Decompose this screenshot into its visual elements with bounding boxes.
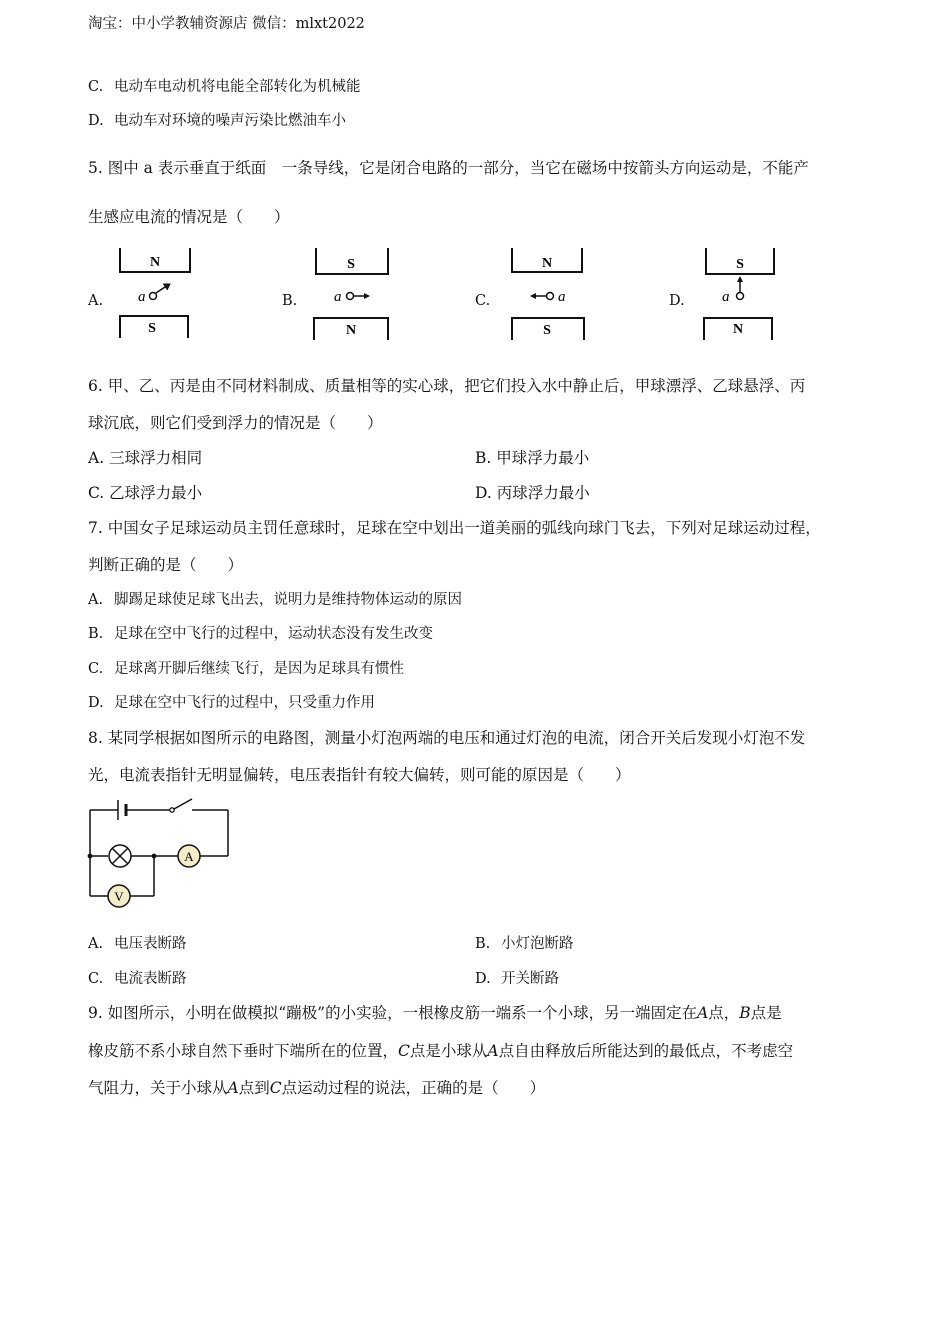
- q8-circuit-diagram: [84, 794, 236, 912]
- svg-text:S: S: [736, 257, 744, 272]
- q9-stem-line1: 9. 如图所示，小明在做模拟“蹦极”的小实验，一根橡皮筋一端系一个小球，另一端固定在A点，B点是: [88, 1004, 782, 1022]
- q6-stem-line2: 球沉底，则它们受到浮力的情况是（ ）: [88, 414, 383, 432]
- q7-option-a: A. 脚踢足球使足球飞出去，说明力是维持物体运动的原因: [88, 592, 462, 608]
- q4-option-d: D. 电动车对环境的噪声污染比燃油车小: [88, 113, 346, 129]
- q5-figure-a: [112, 244, 196, 344]
- q5-figure-b-label: B.: [282, 293, 298, 309]
- svg-text:a: a: [558, 289, 566, 305]
- q9-stem-line3: 气阻力，关于小球从A点到C点运动过程的说法，正确的是（ ）: [88, 1079, 546, 1097]
- svg-text:S: S: [543, 323, 551, 338]
- q7-option-d: D. 足球在空中飞行的过程中，只受重力作用: [88, 695, 375, 711]
- q7-stem-line2: 判断正确的是（ ）: [88, 556, 244, 574]
- q5-figure-c: [504, 244, 590, 344]
- q5-figure-b: [308, 244, 394, 344]
- q5-stem-line2: 生感应电流的情况是（ ）: [88, 208, 290, 226]
- q7-option-c: C. 足球离开脚后继续飞行，是因为足球具有惯性: [88, 661, 404, 677]
- q4-option-c: C. 电动车电动机将电能全部转化为机械能: [88, 79, 361, 95]
- q6-option-c: C. 乙球浮力最小: [88, 484, 203, 502]
- svg-text:N: N: [541, 256, 553, 271]
- q8-option-d: D. 开关断路: [475, 971, 559, 987]
- q6-option-d: D. 丙球浮力最小: [475, 484, 590, 502]
- q7-stem-line1: 7. 中国女子足球运动员主罚任意球时，足球在空中划出一道美丽的弧线向球门飞去，下列对足球运动过程，: [88, 519, 821, 537]
- svg-text:V: V: [114, 889, 124, 904]
- q8-option-a: A. 电压表断路: [88, 936, 187, 952]
- svg-text:N: N: [149, 255, 161, 270]
- q6-stem-line1: 6. 甲、乙、丙是由不同材料制成、质量相等的实心球，把它们投入水中静止后，甲球漂浮、乙球悬浮、丙: [88, 377, 806, 395]
- q5-figure-c-label: C.: [475, 293, 491, 309]
- svg-text:S: S: [148, 321, 156, 336]
- q8-stem-line1: 8. 某同学根据如图所示的电路图，测量小灯泡两端的电压和通过灯泡的电流，闭合开关后发现小灯泡不发: [88, 729, 806, 747]
- q9-stem-line2: 橡皮筋不系小球自然下垂时下端所在的位置，C点是小球从A点自由释放后所能达到的最低点，不考虑空: [88, 1042, 794, 1060]
- svg-text:N: N: [732, 322, 744, 337]
- q6-option-b: B. 甲球浮力最小: [475, 449, 590, 467]
- q8-option-c: C. 电流表断路: [88, 971, 187, 987]
- q8-option-b: B. 小灯泡断路: [475, 936, 574, 952]
- q5-figure-d: [700, 244, 782, 344]
- q5-figure-a-label: A.: [88, 293, 104, 309]
- q6-option-a: A. 三球浮力相同: [88, 449, 203, 467]
- q5-stem-line1: 5. 图中 a 表示垂直于纸面 一条导线，它是闭合电路的一部分，当它在磁场中按箭头方向运动是，不能产: [88, 159, 809, 177]
- q8-stem-line2: 光，电流表指针无明显偏转，电压表指针有较大偏转，则可能的原因是（ ）: [88, 766, 631, 784]
- svg-text:A: A: [184, 849, 194, 864]
- svg-text:S: S: [347, 257, 355, 272]
- q7-option-b: B. 足球在空中飞行的过程中，运动状态没有发生改变: [88, 626, 433, 642]
- svg-text:a: a: [138, 289, 146, 305]
- switch-lever: [174, 799, 192, 809]
- svg-text:a: a: [722, 289, 730, 305]
- q5-figure-d-label: D.: [669, 293, 685, 309]
- svg-text:N: N: [345, 323, 357, 338]
- page-header: 淘宝：中小学教辅资源店 微信：mlxt2022: [88, 16, 365, 32]
- svg-text:a: a: [334, 289, 342, 305]
